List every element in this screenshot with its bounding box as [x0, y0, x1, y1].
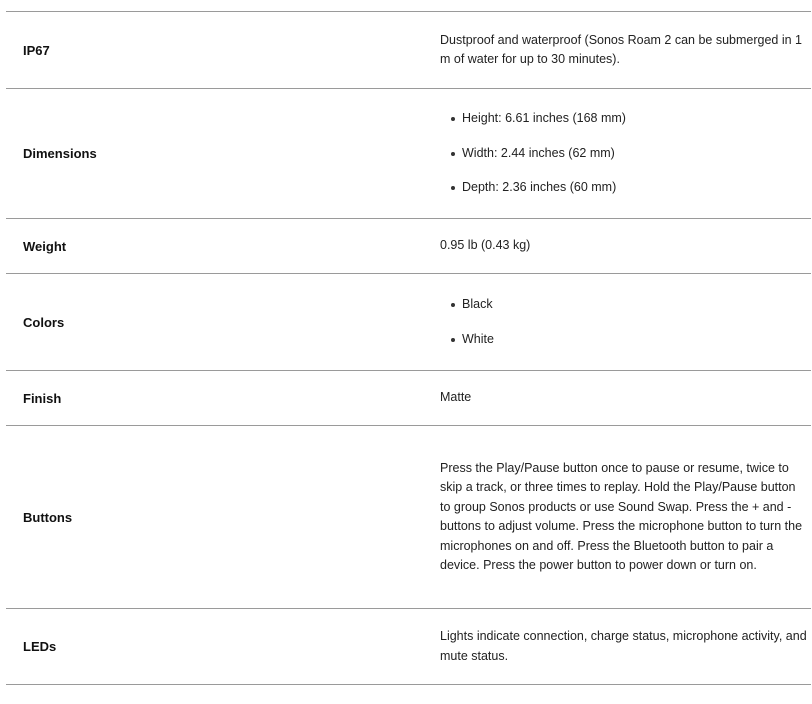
spec-value-list [440, 109, 807, 198]
spec-value [440, 109, 811, 198]
spec-row-leds [6, 609, 811, 685]
spec-value [440, 31, 811, 70]
spec-value [440, 627, 811, 666]
spec-label: Finish [23, 390, 62, 406]
spec-value-text: 0.95 lb (0.43 kg) [440, 238, 531, 253]
spec-label: Buttons [23, 509, 73, 525]
spec-label: Weight [23, 238, 67, 254]
spec-value [440, 459, 811, 576]
spec-row-weight [6, 219, 811, 274]
spec-row-colors [6, 274, 811, 371]
spec-label: IP67 [23, 42, 50, 58]
spec-row-finish [6, 371, 811, 426]
spec-row-ip67 [6, 12, 811, 89]
list-item: Height: 6.61 inches (168 mm) [440, 109, 807, 129]
spec-label: Colors [23, 314, 65, 330]
spec-value-list [440, 295, 807, 349]
spec-label: LEDs [23, 639, 57, 654]
specifications-table [6, 11, 811, 685]
spec-value-text: Matte [440, 390, 472, 405]
spec-value [440, 388, 811, 408]
list-item: White [440, 330, 807, 350]
list-item: Depth: 2.36 inches (60 mm) [440, 178, 807, 198]
spec-label: Dimensions [23, 146, 97, 161]
list-item: Black [440, 295, 807, 315]
spec-value-text: Press the Play/Pause button once to pause or resume, twice to skip a track, or three times to replay. Hold the Play/Pause button to group Sonos products or use Sound Swap. Press the + and - buttons to adjust volume. Press the microphone button to turn the microphones on and off. Press the Bluetooth button to pair a device. Press the power button to power down or turn on. [440, 460, 803, 572]
spec-value-text: Dustproof and waterproof (Sonos Roam 2 can be submerged in 1 m of water for up to 30 minutes). [440, 32, 803, 66]
spec-value-text: Lights indicate connection, charge status, microphone activity, and mute status. [440, 629, 807, 663]
spec-value [440, 295, 811, 349]
spec-row-buttons [6, 426, 811, 609]
spec-value [440, 236, 811, 256]
spec-row-dimensions [6, 89, 811, 219]
list-item: Width: 2.44 inches (62 mm) [440, 144, 807, 164]
